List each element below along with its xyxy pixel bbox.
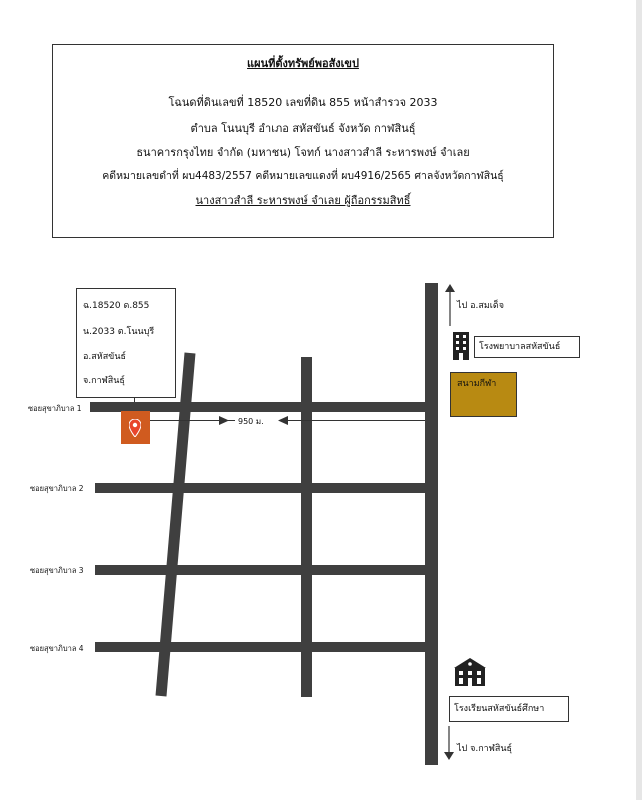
stadium-label: สนามกีฬา <box>457 379 497 389</box>
info-deed: ฉ.18520 ด.855 <box>83 301 150 311</box>
distance-arrow-left-icon <box>278 416 288 425</box>
page-edge <box>636 0 642 800</box>
north-arrow-icon <box>445 284 455 326</box>
case-line: คดีหมายเลขดำที่ ผบ4483/2557 คดีหมายเลขแดงที่ ผบ4916/2565 ศาลจังหวัดกาฬสินธุ์ <box>102 170 504 182</box>
soi-1-label: ซอยสุขาภิบาล 1 <box>28 404 82 413</box>
distance-label: 950 ม. <box>238 417 264 426</box>
school-icon <box>452 658 488 686</box>
parties-line: ธนาคารกรุงไทย จำกัด (มหาชน) โจทก์ นางสาวสำลี ระหารพงษ์ จำเลย <box>136 146 470 159</box>
stadium-block <box>450 372 517 417</box>
soi-2-label: ซอยสุขาภิบาล 2 <box>30 484 84 493</box>
soi-4-label: ซอยสุขาภิบาล 4 <box>30 644 84 653</box>
soi-3-road <box>95 565 425 575</box>
distance-arrow-right-icon <box>219 416 229 425</box>
header-box <box>52 44 554 238</box>
distance-line-right <box>280 420 425 421</box>
main-road <box>425 283 438 765</box>
school-label: โรงเรียนสหัสขันธ์ศึกษา <box>449 696 569 722</box>
to-south-label: ไป จ.กาฬสินธุ์ <box>457 744 513 754</box>
info-survey: น.2033 ต.โนนบุรี <box>83 327 155 337</box>
location-line: ตำบล โนนบุรี อำเภอ สหัสขันธ์ จังหวัด กาฬสินธุ์ <box>190 122 416 135</box>
south-arrow-icon <box>444 726 454 760</box>
property-info-box <box>76 288 176 398</box>
building-icon <box>452 330 470 360</box>
soi-4-road <box>95 642 425 652</box>
map-title: แผนที่ตั้งทรัพย์พอสังเขป <box>247 57 359 70</box>
to-north-label: ไป อ.สมเด็จ <box>457 301 504 311</box>
soi-2-road <box>95 483 425 493</box>
property-marker <box>121 411 150 444</box>
deed-line: โฉนดที่ดินเลขที่ 18520 เลขที่ดิน 855 หน้าสำรวจ 2033 <box>168 96 438 109</box>
location-pin-icon <box>129 419 141 437</box>
info-province: จ.กาฬสินธุ์ <box>83 376 125 386</box>
info-district: อ.สหัสขันธ์ <box>83 352 126 362</box>
soi-3-label: ซอยสุขาภิบาล 3 <box>30 566 84 575</box>
owner-line: นางสาวสำลี ระหารพงษ์ จำเลย ผู้ถือกรรมสิทธิ์ <box>195 194 411 207</box>
hospital-label: โรงพยาบาลสหัสขันธ์ <box>474 336 580 358</box>
